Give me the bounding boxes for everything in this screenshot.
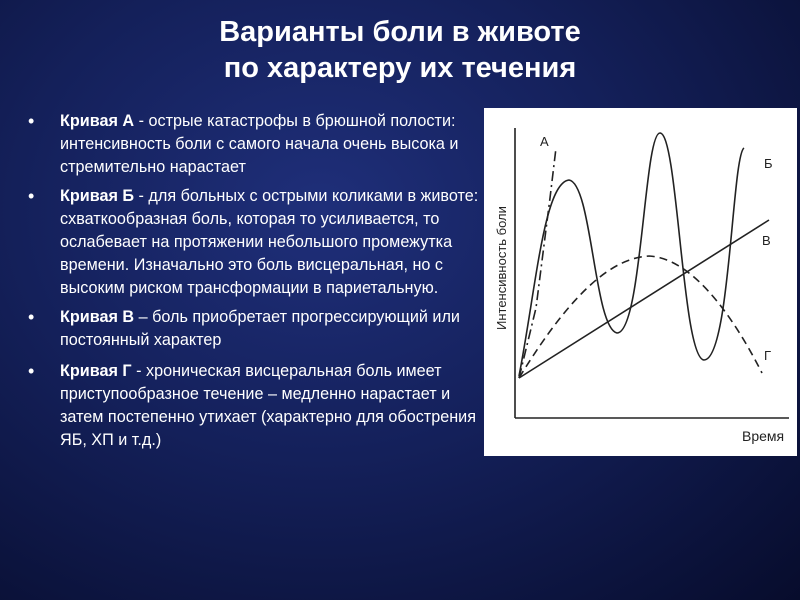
curve-v xyxy=(519,220,772,378)
bullet-item-b xyxy=(28,185,488,300)
bullet-item-a xyxy=(28,110,488,179)
curve-label-g: Г xyxy=(764,348,772,363)
bullet-text: - хроническая висцеральная боль имеет приступообразное течение – медленно нарастает и затем постепенно утихает (характерно для обострения ЯБ, ХП и т.д.) xyxy=(60,362,476,449)
slide-title xyxy=(0,14,800,86)
bullet-dot: • xyxy=(28,307,35,327)
curve-b xyxy=(519,133,744,376)
bullet-dot: • xyxy=(28,111,35,131)
bullet-list xyxy=(28,110,488,458)
bullet-item-g xyxy=(28,360,488,452)
bullet-head: Кривая Б xyxy=(60,187,135,205)
bullet-head: Кривая А xyxy=(60,112,135,130)
x-axis-label: Время xyxy=(742,428,785,444)
curve-label-a: А xyxy=(540,134,549,149)
curve-label-v: В xyxy=(762,233,771,248)
bullet-head: Кривая В xyxy=(60,308,135,326)
curve-label-b: Б xyxy=(764,156,773,171)
bullet-text: - для больных с острыми коликами в животе: схваткообразная боль, которая то усиливается, то ослабевает на протяжении небольшого промежутка времени. Изначально это боль висцеральная, но с высоким риском трансформации в париетальную. xyxy=(60,187,479,297)
bullet-text: - острые катастрофы в брюшной полости: интенсивность боли с самого начала очень высока и стремительно нарастает xyxy=(60,112,459,176)
bullet-dot: • xyxy=(28,186,35,206)
title-line-1: Варианты боли в животе xyxy=(219,16,581,48)
pain-curves-figure xyxy=(484,108,797,456)
bullet-item-v xyxy=(28,306,488,352)
bullet-head: Кривая Г xyxy=(60,362,132,380)
y-axis-label: Интенсивность боли xyxy=(494,206,509,330)
bullet-text: – боль приобретает прогрессирующий или постоянный характер xyxy=(60,308,460,349)
pain-curves-svg xyxy=(484,108,797,456)
title-line-2: по характеру их течения xyxy=(223,52,577,84)
bullet-dot: • xyxy=(28,361,35,381)
curve-g xyxy=(519,256,762,378)
